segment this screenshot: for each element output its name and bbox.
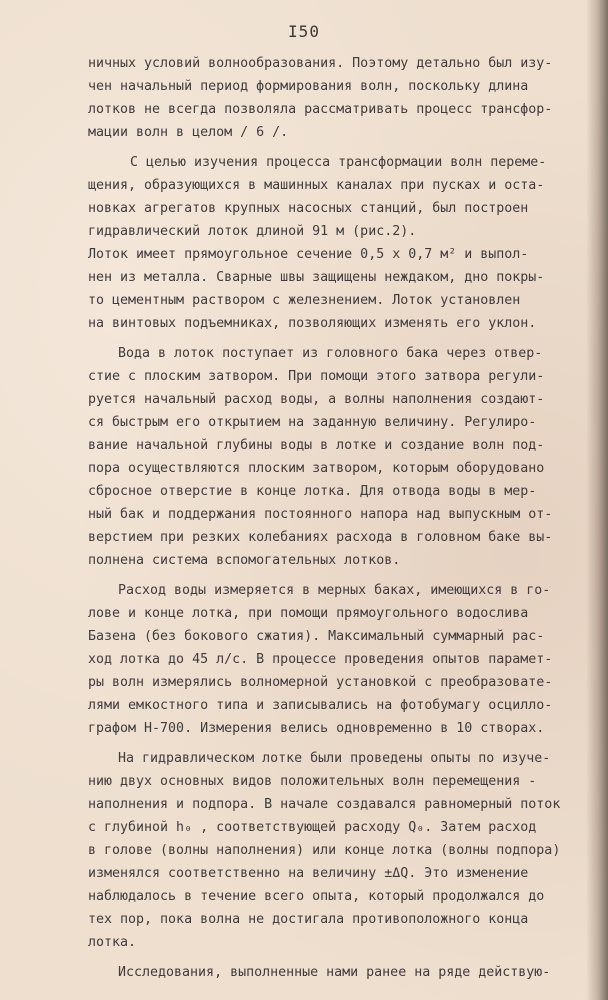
text-line: полнена система вспомогательных лотков. <box>88 553 401 568</box>
paragraph-6 <box>88 961 588 984</box>
text-line: лове и конце лотка, при помощи прямоугольного водослива <box>88 606 529 621</box>
text-line: нен из металла. Сварные швы защищены неждаком, дно покры- <box>88 270 545 285</box>
paragraph-3 <box>88 342 588 572</box>
text-line: изменялся соответственно на величину ±ΔQ. Это изменение <box>88 866 529 881</box>
text-line: ничных условий волнообразования. Поэтому детально был изу- <box>88 56 553 71</box>
text-line: верстием при резких колебаниях расхода в головном баке вы- <box>88 530 553 545</box>
text-line: С целью изучения процесса трансформации волн переме- <box>130 155 547 170</box>
text-line: лотков не всегда позволяла рассматривать процесс трансфор- <box>88 102 553 117</box>
text-line: щения, образующихся в машинных каналах при пусках и оста- <box>88 178 545 193</box>
text-line: то цементным раствором с железнением. Лоток установлен <box>88 293 521 308</box>
paragraph-5 <box>88 747 588 954</box>
text-line: ры волн измерялись волномерной установкой с преобразовате- <box>88 675 553 690</box>
text-line: наблюдалось в течение всего опыта, который продолжался до <box>88 889 545 904</box>
paragraph-1 <box>88 52 588 144</box>
text-line: руется начальный расход воды, а волны наполнения создают- <box>88 392 545 407</box>
text-line: вание начальной глубины воды в лотке и создание волн под- <box>88 438 545 453</box>
page-edge-shadow <box>586 0 608 1000</box>
text-line: пора осуществляются плоским затвором, которым оборудовано <box>88 461 545 476</box>
text-line: графом Н-700. Измерения велись одновременно в 10 створах. <box>88 721 545 736</box>
text-line: чен начальный период формирования волн, поскольку длина <box>88 79 529 94</box>
text-line: ход лотка до 45 л/с. В процессе проведения опытов парамет- <box>88 652 553 667</box>
text-line: новках агрегатов крупных насосных станций, был построен <box>88 201 529 216</box>
text-line: ся быстрым его открытием на заданную величину. Регулиро- <box>88 415 537 430</box>
text-line: На гидравлическом лотке были проведены опыты по изуче- <box>118 751 551 766</box>
text-line: тех пор, пока волна не достигала противоположного конца <box>88 912 529 927</box>
text-line: мации волн в целом / 6 /. <box>88 125 289 140</box>
text-line: Исследования, выполненные нами ранее на ряде действую- <box>118 965 551 980</box>
text-line: сбросное отверстие в конце лотка. Для отвода воды в мер- <box>88 484 537 499</box>
text-line: лями емкостного типа и записывались на фотобумагу осцилло- <box>88 698 553 713</box>
text-line: с глубиной h₀ , соответствующей расходу Q₀. Затем расход <box>88 820 537 835</box>
text-line: в голове (волны наполнения) или конце лотка (волны подпора) <box>88 843 561 858</box>
text-line: Базена (без бокового сжатия). Максимальный суммарный рас- <box>88 629 545 644</box>
text-line: Вода в лоток поступает из головного бака через отвер- <box>118 346 543 361</box>
paragraph-2 <box>88 151 588 335</box>
document-body <box>88 52 588 984</box>
text-line: лотка. <box>88 935 137 950</box>
paragraph-4 <box>88 579 588 740</box>
text-line: стие с плоским затвором. При помощи этого затвора регули- <box>88 369 545 384</box>
text-line: на винтовых подъемниках, позволяющих изменять его уклон. <box>88 316 537 331</box>
text-line: ный бак и поддержания постоянного напора над выпускным от- <box>88 507 553 522</box>
text-line: Расход воды измеряется в мерных баках, имеющихся в го- <box>118 583 551 598</box>
text-line: наполнения и подпора. В начале создавался равномерный поток <box>88 797 561 812</box>
text-line: гидравлический лоток длиной 91 м (рис.2). <box>88 224 417 239</box>
page-number: I50 <box>288 22 320 41</box>
text-line: Лоток имеет прямоугольное сечение 0,5 х 0,7 м² и выпол- <box>88 247 529 262</box>
text-line: нию двух основных видов положительных волн перемещения - <box>88 774 537 789</box>
